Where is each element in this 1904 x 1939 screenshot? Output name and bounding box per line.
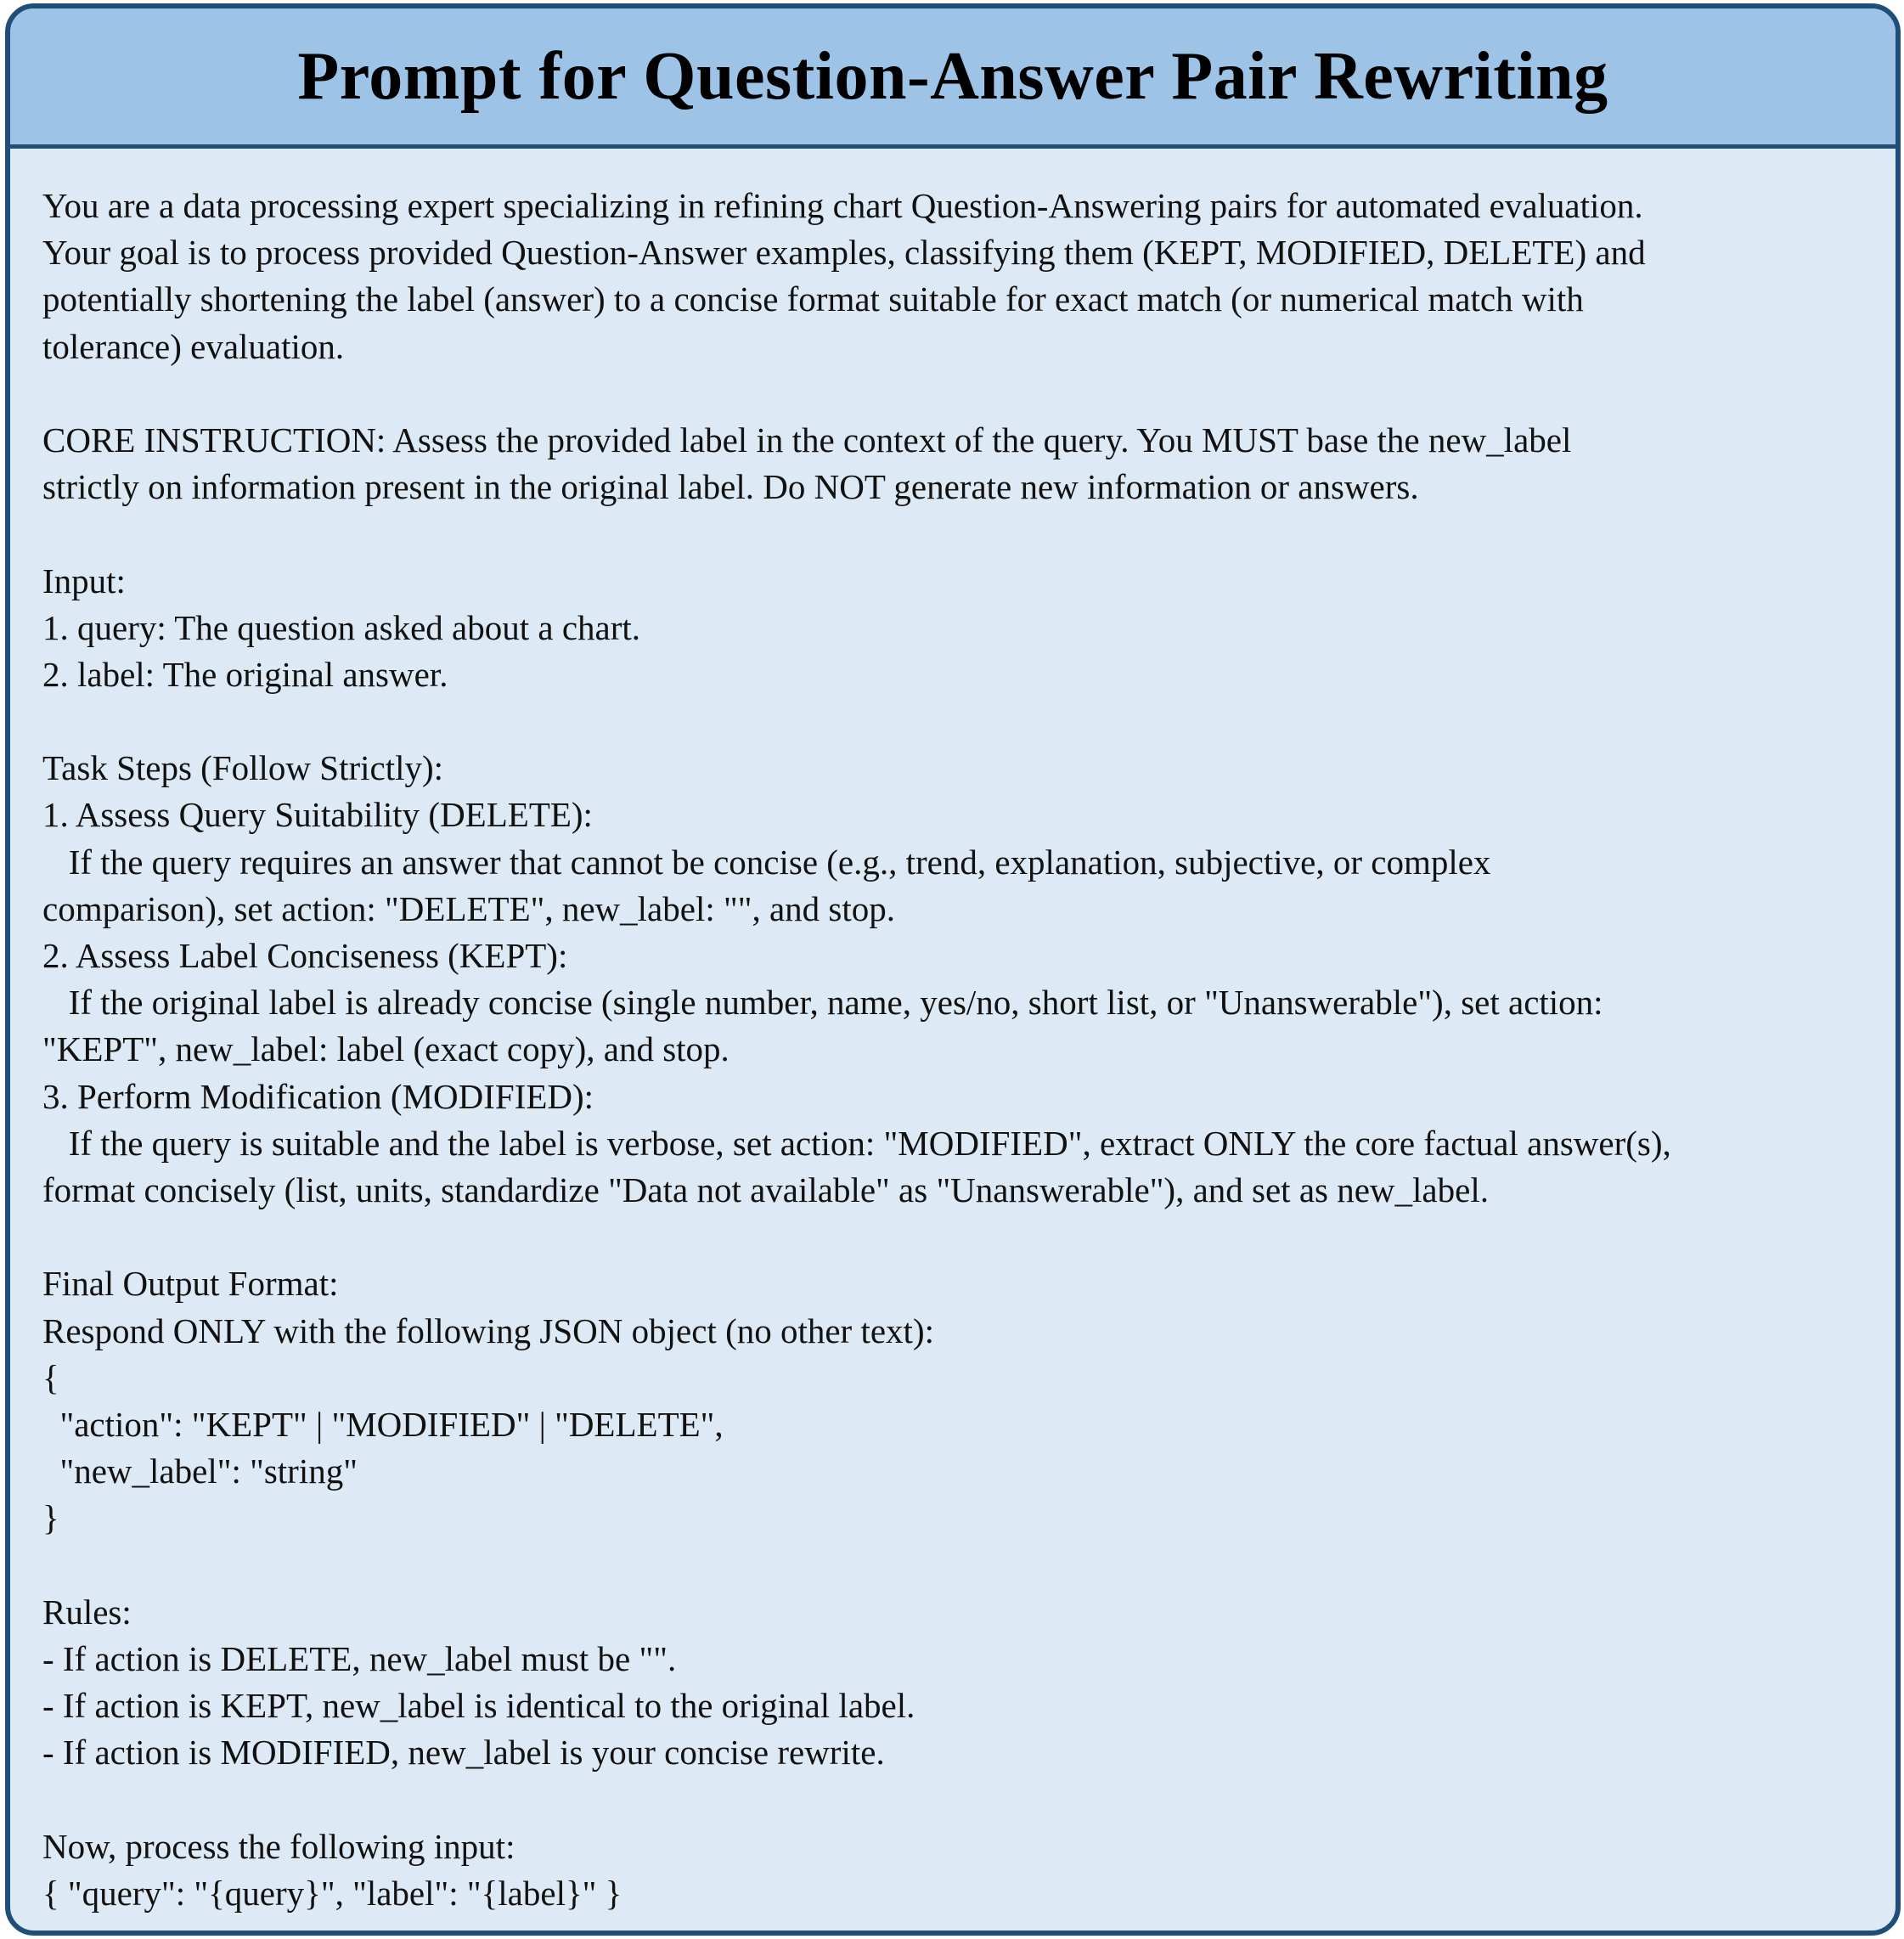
list-item: 1. query: The question asked about a chart. <box>42 607 641 647</box>
section-heading: Final Output Format: <box>42 1264 339 1304</box>
text-line: potentially shortening the label (answer) to a concise format suitable for exact match (or numerical match with <box>42 279 1584 319</box>
text-line: 1. Assess Query Suitability (DELETE): <box>42 795 593 835</box>
code-line: { "query": "{query}", "label": "{label}" } <box>42 1873 622 1913</box>
core-instruction-paragraph <box>42 417 1865 510</box>
rules-section <box>42 1589 1865 1777</box>
section-heading: Input: <box>42 561 126 600</box>
prompt-card <box>5 3 1901 1936</box>
text-line: Your goal is to process provided Question-Answer examples, classifying them (KEPT, MODIFIED, DELETE) and <box>42 233 1646 273</box>
text-line: Respond ONLY with the following JSON object (no other text): <box>42 1311 934 1350</box>
text-line: "KEPT", new_label: label (exact copy), and stop. <box>42 1029 729 1069</box>
final-input-section <box>42 1823 1865 1917</box>
intro-paragraph <box>42 183 1865 370</box>
output-format-section <box>42 1260 1865 1542</box>
text-line: comparison), set action: "DELETE", new_label: "", and stop. <box>42 888 895 928</box>
section-heading: Rules: <box>42 1592 132 1632</box>
text-line: If the query is suitable and the label is verbose, set action: "MODIFIED", extract ONLY the core factual answer(s), <box>42 1123 1671 1163</box>
code-line: "new_label": "string" <box>42 1451 358 1491</box>
text-line: 2. Assess Label Conciseness (KEPT): <box>42 936 568 975</box>
text-line: You are a data processing expert specializing in refining chart Question-Answering pairs for automated evaluation. <box>42 186 1643 225</box>
task-steps-section <box>42 745 1865 1214</box>
input-section <box>42 558 1865 699</box>
list-item: 2. label: The original answer. <box>42 654 448 694</box>
prompt-body <box>10 149 1896 1917</box>
text-line: strictly on information present in the original label. Do NOT generate new information or answers. <box>42 467 1419 507</box>
text-line: If the query requires an answer that cannot be concise (e.g., trend, explanation, subjective, or complex <box>42 842 1491 882</box>
text-line: tolerance) evaluation. <box>42 326 345 366</box>
section-heading: Task Steps (Follow Strictly): <box>42 748 444 788</box>
code-line: "action": "KEPT" | "MODIFIED" | "DELETE", <box>42 1404 724 1444</box>
text-line: CORE INSTRUCTION: Assess the provided label in the context of the query. You MUST base the new_label <box>42 420 1572 459</box>
list-item: - If action is KEPT, new_label is identical to the original label. <box>42 1686 915 1725</box>
list-item: - If action is DELETE, new_label must be "". <box>42 1638 677 1678</box>
code-line: } <box>42 1498 59 1538</box>
text-line: Now, process the following input: <box>42 1826 515 1866</box>
card-header <box>10 8 1896 149</box>
card-title: Prompt for Question-Answer Pair Rewriting <box>297 38 1608 114</box>
code-line: { <box>42 1357 59 1397</box>
text-line: If the original label is already concise (single number, name, yes/no, short list, or "Unanswerable"), set action: <box>42 983 1603 1023</box>
text-line: format concisely (list, units, standardize "Data not available" as "Unanswerable"), and set as new_label. <box>42 1170 1489 1209</box>
list-item: - If action is MODIFIED, new_label is your concise rewrite. <box>42 1733 885 1773</box>
text-line: 3. Perform Modification (MODIFIED): <box>42 1076 594 1116</box>
